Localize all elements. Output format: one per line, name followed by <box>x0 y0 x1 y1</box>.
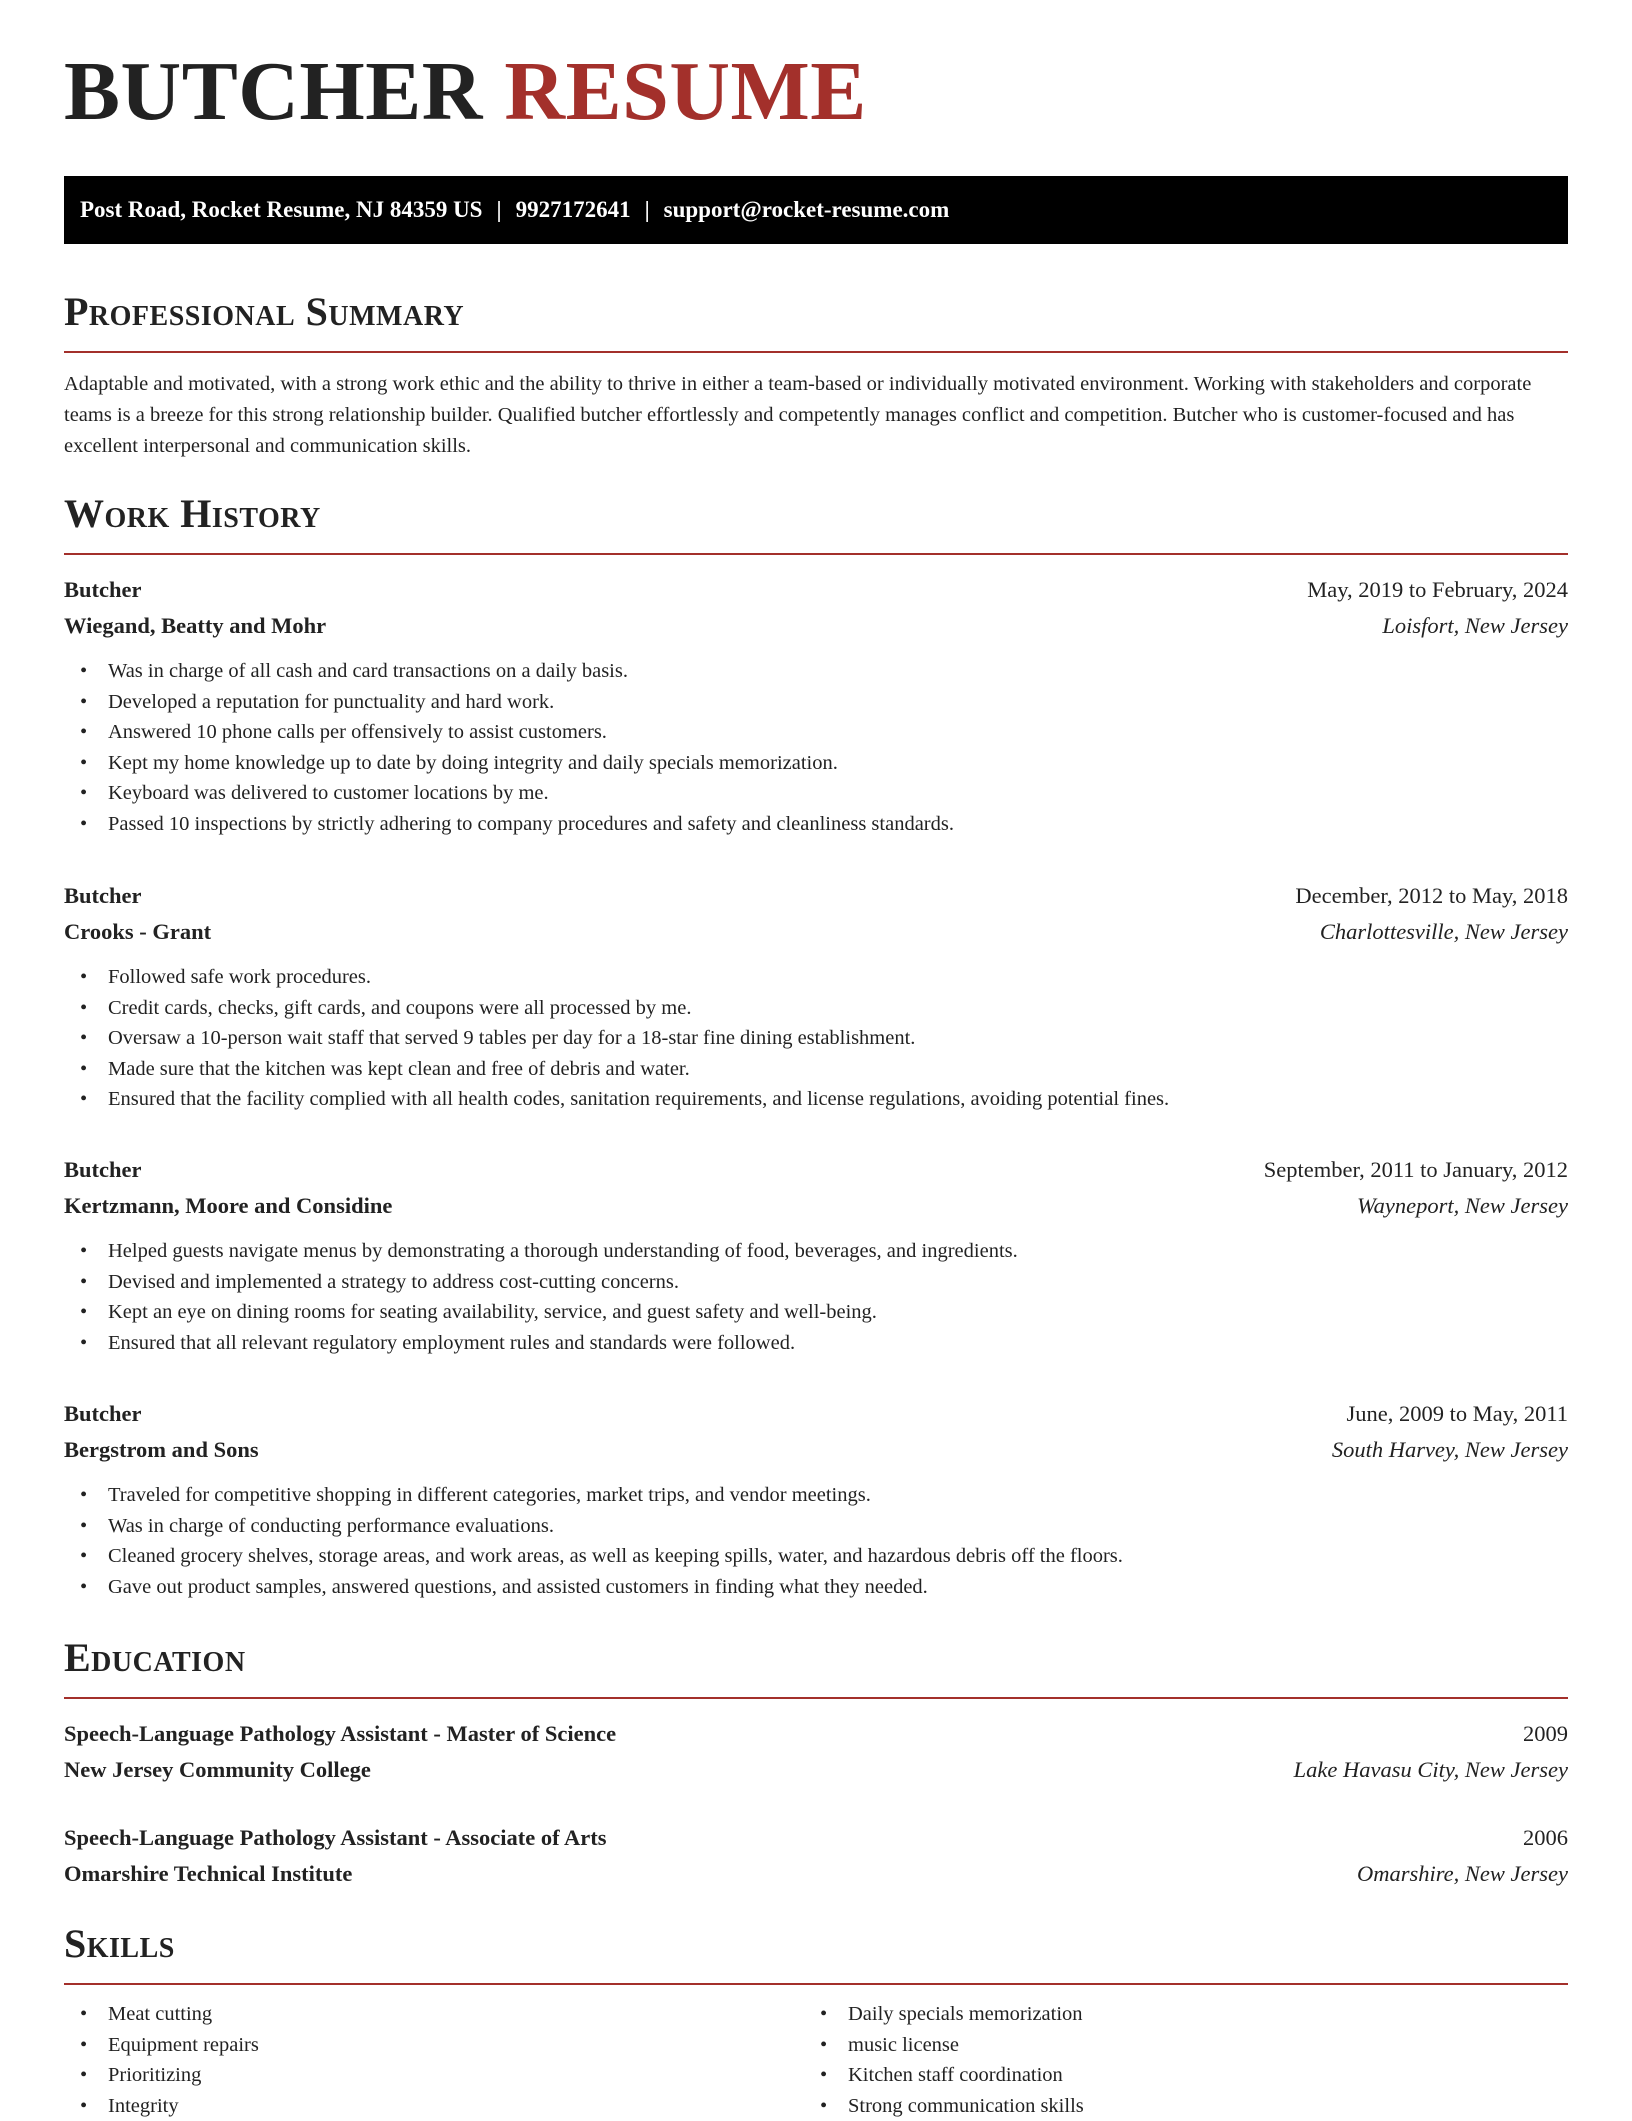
job-title: Butcher <box>64 572 142 608</box>
education-entry <box>64 1820 1568 1892</box>
job-entry <box>64 572 1568 839</box>
education-location: Lake Havasu City, New Jersey <box>1294 1752 1568 1788</box>
section-title-work-history: Work History <box>64 494 321 534</box>
summary-text: Adaptable and motivated, with a strong work ethic and the ability to thrive in either a team-based or individually motivated environment. Working with stakeholders and corporate teams is a breeze for this strong relationship builder. Qualified butcher effortlessly and competently manages conflict and competition. Butcher who is customer-focused and has excellent interpersonal and communication skills. <box>64 369 1568 462</box>
job-duties-list <box>64 1236 1568 1358</box>
job-company: Wiegand, Beatty and Mohr <box>64 608 326 644</box>
education-degree: Speech-Language Pathology Assistant - Master of Science <box>64 1716 616 1752</box>
job-duties-list <box>64 656 1568 839</box>
skill-item: • Integrity <box>64 2091 804 2121</box>
contact-separator: | <box>496 197 501 223</box>
job-location: Charlottesville, New Jersey <box>1320 914 1568 950</box>
education-year: 2009 <box>1523 1716 1568 1752</box>
skill-item: • Kitchen staff coordination <box>804 2060 1544 2091</box>
job-duty: • Developed a reputation for punctuality and hard work. <box>64 687 1568 718</box>
job-entry <box>64 878 1568 1115</box>
job-duty: • Ensured that the facility complied with all health codes, sanitation requirements, and license regulations, avoiding potential fines. <box>64 1084 1568 1115</box>
job-duties-list <box>64 962 1568 1115</box>
job-duty: • Devised and implemented a strategy to address cost-cutting concerns. <box>64 1267 1568 1298</box>
job-entry <box>64 1152 1568 1358</box>
job-duty: • Kept an eye on dining rooms for seating availability, service, and guest safety and well-being. <box>64 1297 1568 1328</box>
section-divider <box>64 351 1568 353</box>
job-duty: • Followed safe work procedures. <box>64 962 1568 993</box>
job-dates: September, 2011 to January, 2012 <box>1264 1152 1568 1188</box>
resume-title <box>64 50 867 134</box>
job-location: Loisfort, New Jersey <box>1382 608 1568 644</box>
title-resume-word: RESUME <box>504 45 866 138</box>
job-duty: • Was in charge of all cash and card transactions on a daily basis. <box>64 656 1568 687</box>
section-divider <box>64 553 1568 555</box>
job-company: Crooks - Grant <box>64 914 211 950</box>
skills-list <box>64 1999 1568 2121</box>
contact-email[interactable]: support@rocket-resume.com <box>664 197 950 223</box>
job-duty: • Cleaned grocery shelves, storage areas, and work areas, as well as keeping spills, water, and hazardous debris off the floors. <box>64 1541 1568 1572</box>
job-title: Butcher <box>64 1396 142 1432</box>
job-company: Bergstrom and Sons <box>64 1432 259 1468</box>
education-entry <box>64 1716 1568 1788</box>
job-duty: • Kept my home knowledge up to date by doing integrity and daily specials memorization. <box>64 748 1568 779</box>
job-title: Butcher <box>64 1152 142 1188</box>
job-duty: • Credit cards, checks, gift cards, and coupons were all processed by me. <box>64 993 1568 1024</box>
job-title: Butcher <box>64 878 142 914</box>
job-dates: May, 2019 to February, 2024 <box>1307 572 1568 608</box>
section-title-skills: Skills <box>64 1924 175 1964</box>
job-duty: • Made sure that the kitchen was kept clean and free of debris and water. <box>64 1054 1568 1085</box>
skill-item: • Strong communication skills <box>804 2091 1544 2121</box>
education-school: New Jersey Community College <box>64 1752 371 1788</box>
job-duty: • Oversaw a 10-person wait staff that served 9 tables per day for a 18-star fine dining establishment. <box>64 1023 1568 1054</box>
contact-phone[interactable]: 9927172641 <box>516 197 631 223</box>
job-duty: • Ensured that all relevant regulatory employment rules and standards were followed. <box>64 1328 1568 1359</box>
section-title-education: Education <box>64 1638 246 1678</box>
job-duty: • Keyboard was delivered to customer locations by me. <box>64 778 1568 809</box>
job-duty: • Answered 10 phone calls per offensively to assist customers. <box>64 717 1568 748</box>
education-school: Omarshire Technical Institute <box>64 1856 352 1892</box>
skills-column-left <box>64 1999 804 2121</box>
title-name: BUTCHER <box>64 45 483 138</box>
section-title-summary: Professional Summary <box>64 292 464 332</box>
job-duties-list <box>64 1480 1568 1602</box>
contact-separator: | <box>645 197 650 223</box>
job-duty: • Was in charge of conducting performance evaluations. <box>64 1511 1568 1542</box>
job-location: Wayneport, New Jersey <box>1357 1188 1568 1224</box>
skill-item: • Prioritizing <box>64 2060 804 2091</box>
job-duty: • Gave out product samples, answered questions, and assisted customers in finding what they needed. <box>64 1572 1568 1603</box>
education-location: Omarshire, New Jersey <box>1357 1856 1568 1892</box>
job-duty: • Traveled for competitive shopping in different categories, market trips, and vendor meetings. <box>64 1480 1568 1511</box>
skill-item: • Meat cutting <box>64 1999 804 2030</box>
job-location: South Harvey, New Jersey <box>1332 1432 1568 1468</box>
job-duty: • Passed 10 inspections by strictly adhering to company procedures and safety and cleanliness standards. <box>64 809 1568 840</box>
education-degree: Speech-Language Pathology Assistant - Associate of Arts <box>64 1820 607 1856</box>
skills-column-right <box>804 1999 1544 2121</box>
section-divider <box>64 1697 1568 1699</box>
contact-address: Post Road, Rocket Resume, NJ 84359 US <box>80 197 482 223</box>
skill-item: • Equipment repairs <box>64 2030 804 2061</box>
job-company: Kertzmann, Moore and Considine <box>64 1188 392 1224</box>
skill-item: • music license <box>804 2030 1544 2061</box>
job-dates: December, 2012 to May, 2018 <box>1295 878 1568 914</box>
skill-item: • Daily specials memorization <box>804 1999 1544 2030</box>
contact-bar <box>64 176 1568 244</box>
job-duty: • Helped guests navigate menus by demonstrating a thorough understanding of food, beverages, and ingredients. <box>64 1236 1568 1267</box>
job-entry <box>64 1396 1568 1602</box>
section-divider <box>64 1983 1568 1985</box>
job-dates: June, 2009 to May, 2011 <box>1347 1396 1568 1432</box>
education-year: 2006 <box>1523 1820 1568 1856</box>
